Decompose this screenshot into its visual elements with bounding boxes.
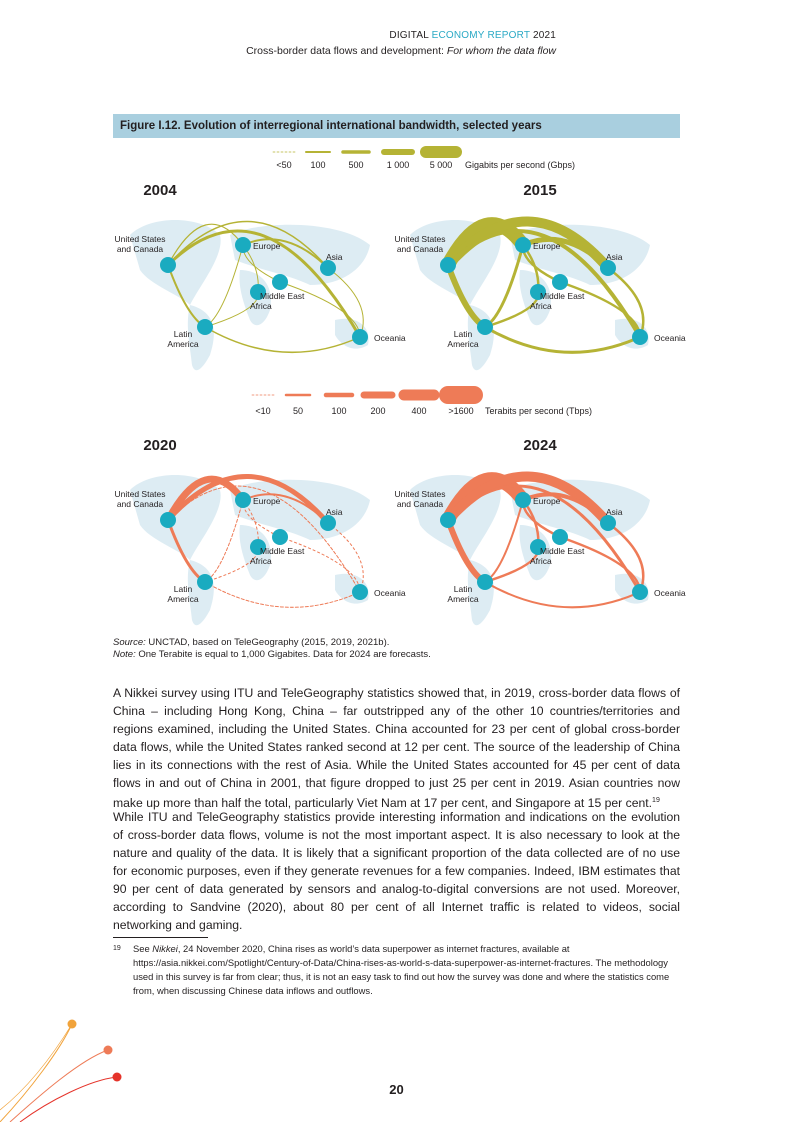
region-node-eur [515, 492, 531, 508]
region-label: Africa [250, 556, 272, 566]
region-label: Asia [326, 252, 343, 262]
region-node-me [552, 274, 568, 290]
region-node-me [272, 274, 288, 290]
region-label: Middle East [540, 291, 585, 301]
region-label: Europe [253, 496, 281, 506]
bandwidth-maps [100, 140, 700, 630]
panel-year: 2015 [523, 182, 557, 199]
region-node-eur [235, 492, 251, 508]
region-label: Latin [453, 584, 473, 594]
region-node-usc [440, 512, 456, 528]
region-node-lat [197, 574, 213, 590]
legend-gbps-unit: Gigabits per second (Gbps) [465, 160, 576, 170]
region-node-me [272, 529, 288, 545]
figure-source: Source: UNCTAD, based on TeleGeography (2015, 2019, 2021b). Note: One Terabite is equal to 1,000 Gigabites. Data for 2024 are forecasts. [113, 637, 431, 660]
legend-tbps-label: 100 [331, 406, 347, 416]
legend-tbps-unit: Terabits per second (Tbps) [485, 406, 593, 416]
region-label: America [167, 339, 199, 349]
region-node-oce [632, 329, 648, 345]
map-panel-2015 [394, 182, 685, 370]
map-panel-2024 [394, 437, 685, 625]
region-label: and Canada [396, 244, 444, 254]
region-label: and Canada [116, 244, 164, 254]
paragraph-2: While ITU and TeleGeography statistics provide interesting information and indications on the evolution of cross-border data flows, volume is not the most important aspect. It is also necessary to look at the nature and quality of the data. It is likely that a significant proportion of the data collected are of no use for economic purposes, even if they generate revenues for a few companies. Indeed, IBM estimates that 90 per cent of data generated by sensors and analog-to-digital conversions are not used. Moreover, according to Sandvine (2020), about 80 per cent of all Internet traffic is related to videos, social networking and gaming. [113, 810, 680, 932]
bandwidth-figure [100, 140, 700, 630]
region-node-asia [320, 515, 336, 531]
legend-tbps-label: 200 [370, 406, 386, 416]
map-panel-2020 [114, 437, 405, 625]
legend-tbps-label: <10 [255, 406, 271, 416]
region-label: America [447, 594, 479, 604]
region-label: Europe [533, 496, 561, 506]
region-node-me [552, 529, 568, 545]
region-label: Africa [250, 301, 272, 311]
region-label: Latin [173, 584, 193, 594]
figure-title: Figure I.12. Evolution of interregional international bandwidth, selected years [113, 114, 680, 138]
region-label: Asia [326, 507, 343, 517]
region-node-asia [320, 260, 336, 276]
region-label: Europe [533, 241, 561, 251]
region-node-oce [632, 584, 648, 600]
region-label: Europe [253, 241, 281, 251]
legend-gbps-label: 100 [310, 160, 326, 170]
region-node-eur [235, 237, 251, 253]
region-node-usc [160, 512, 176, 528]
region-node-lat [477, 574, 493, 590]
region-label: Oceania [374, 333, 406, 343]
region-node-lat [477, 319, 493, 335]
legend-tbps-label: 400 [411, 406, 427, 416]
region-node-eur [515, 237, 531, 253]
region-label: United States [394, 234, 446, 244]
region-label: and Canada [396, 499, 444, 509]
region-label: United States [394, 489, 446, 499]
region-label: Middle East [260, 546, 305, 556]
footnote-divider [113, 937, 208, 938]
region-node-usc [160, 257, 176, 273]
region-node-asia [600, 260, 616, 276]
region-node-oce [352, 329, 368, 345]
region-label: Asia [606, 252, 623, 262]
footnote-19: 19 See Nikkei, 24 November 2020, China rises as world’s data superpower as internet fractures, available at https://asia.nikkei.com/Spotlight/Century-of-Data/China-rises-as-world-s-data-superpower-as-internet-fractures. The methodology used in this survey is far from clear; thus, it is not an easy task to find out how the survey was done and where the statistics come from, when discussing Chinese data inflows and outflows. [113, 943, 670, 996]
legend-tbps-label: >1600 [448, 406, 474, 416]
region-label: America [447, 339, 479, 349]
running-header [246, 30, 556, 57]
region-label: United States [114, 234, 166, 244]
region-label: Latin [173, 329, 193, 339]
report-subtitle: Cross-border data flows and development: For whom the data flow [246, 45, 556, 57]
footnote-ref[interactable]: 19 [652, 797, 660, 804]
region-label: United States [114, 489, 166, 499]
map-panel-2004 [114, 182, 405, 370]
panel-year: 2004 [143, 182, 177, 199]
region-label: Africa [530, 301, 552, 311]
region-label: and Canada [116, 499, 164, 509]
region-label: Oceania [654, 588, 686, 598]
report-title: DIGITAL ECONOMY REPORT 2021 [389, 30, 556, 41]
paragraph-1: A Nikkei survey using ITU and TeleGeography statistics showed that, in 2019, cross-border data flows of China – including Hong Kong, China – far outstripped any of the other 10 countries/territories and regions examined, including the United States. China accounted for 23 per cent of global cross-border data flows, while the United States ranked second at 12 per cent. The source of the leadership of China lies in its connections with the rest of Asia. While the United States accounted for 45 per cent of data flows in and out of China in 2001, that figure dropped to just 25 per cent in 2019. Asian countries now make up more than half the total, particularly Viet Nam at 17 per cent, and Singapore at 15 per cent.$^{19}$ [113, 686, 680, 811]
legend-gbps-label: 5 000 [429, 160, 453, 170]
legend-tbps [252, 395, 592, 416]
region-node-asia [600, 515, 616, 531]
region-label: America [167, 594, 199, 604]
region-node-lat [197, 319, 213, 335]
panel-year: 2024 [523, 437, 557, 454]
region-node-usc [440, 257, 456, 273]
legend-gbps-label: 1 000 [386, 160, 410, 170]
region-label: Asia [606, 507, 623, 517]
page-number: 20 [389, 1082, 404, 1097]
region-label: Oceania [654, 333, 686, 343]
legend-gbps [273, 152, 575, 170]
region-label: Latin [453, 329, 473, 339]
legend-tbps-label: 50 [292, 406, 304, 416]
region-label: Oceania [374, 588, 406, 598]
decorative-branch-graphic [0, 1010, 140, 1122]
region-node-oce [352, 584, 368, 600]
region-label: Middle East [260, 291, 305, 301]
panel-year: 2020 [143, 437, 177, 454]
region-label: Middle East [540, 546, 585, 556]
legend-gbps-label: 500 [348, 160, 364, 170]
region-label: Africa [530, 556, 552, 566]
legend-gbps-label: <50 [276, 160, 292, 170]
